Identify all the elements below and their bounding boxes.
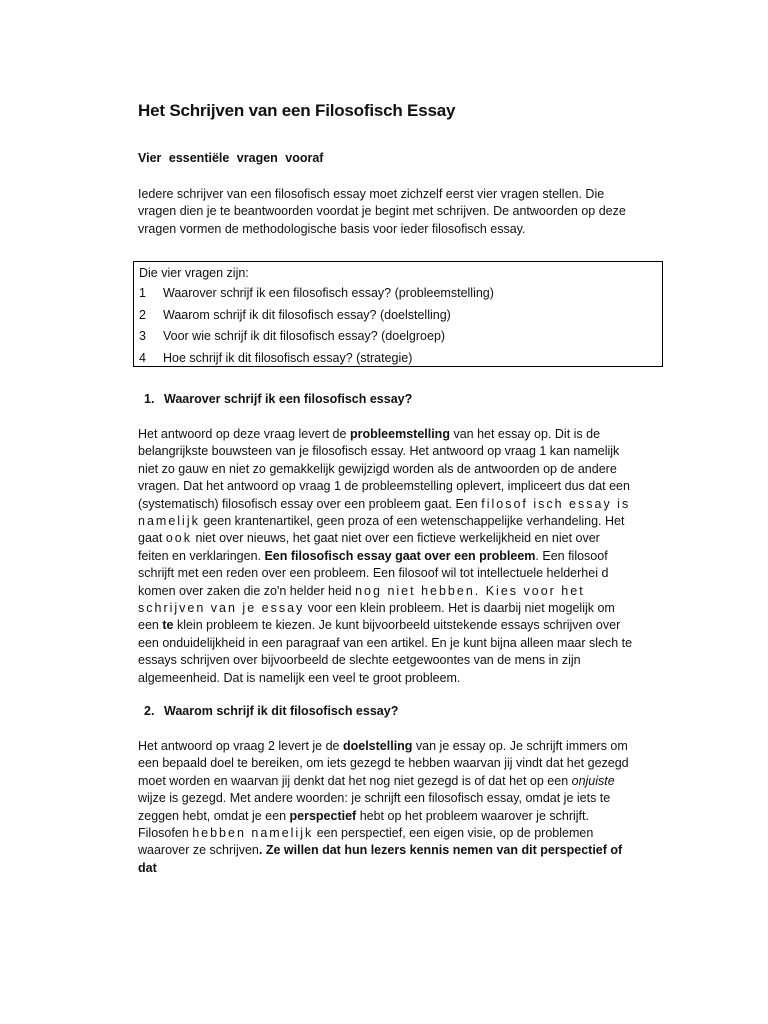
section-heading-text: Waarover schrijf ik een filosofisch essay? (164, 392, 413, 406)
intro-paragraph: Iedere schrijver van een filosofisch essay moet zichzelf eerst vier vragen stellen. Die vragen dien je te beantwoorden voordat je begint met schrijven. De antwoorden op deze vragen vormen de methodologische basis voor ieder filosofisch essay. (138, 187, 626, 236)
bold-term: te (162, 618, 174, 633)
italic-term: onjuiste (571, 773, 615, 788)
text-run: niet over nieuws, het gaat niet over een fictieve werkelijkheid en niet over feiten en verklaringen. (138, 531, 600, 563)
question-number: 2 (139, 307, 146, 322)
bold-term: . Ze willen dat hun lezers kennis nemen van dit perspectief of dat (138, 843, 623, 875)
text-run: voor een klein probleem. Het is daarbij niet mogelijk om een (138, 601, 615, 633)
bold-term: probleemstelling (349, 427, 450, 441)
subtitle: Vier essentiële vragen vooraf (138, 151, 324, 165)
document-title: Het Schrijven van een Filosofisch Essay (138, 101, 456, 120)
text-run: geen krantenartikel, geen proza of een wetenschappelijke verhandeling. Het gaat (138, 514, 625, 546)
question-item (139, 348, 662, 370)
questions-box-heading: Die vier vragen zijn: (139, 266, 249, 280)
spaced-text: filosof isch essay is namelijk (138, 496, 631, 529)
section-1-paragraph (138, 426, 633, 687)
text-run: hebt op het probleem waarover je schrijft. Filosofen (138, 808, 589, 841)
text-run: klein probleem te kiezen. Je kunt bijvoorbeeld uitstekende essays schrijven over een onduidelijkheid in een paragraaf van een artikel. En je kunt bijna alleen maar slech te essays schrijven over bijvoorbeeld de slechte eetgewoontes van de mens in zijn algemeenheid. Dat is namelijk een veel te groot probleem. (138, 618, 633, 685)
section-number: 2. (144, 704, 155, 718)
section-number: 1. (144, 392, 155, 406)
text-run: van het essay op. Dit is de belangrijkste bouwsteen van je filosofisch essay. Het antwoord op vraag 1 kan namelijk niet zo gauw en niet zo gemakkelijk gewijzigd worden als de antwoorden op de andere vragen. Dat het antwoord op vraag 1 de probleemstelling oplevert, impliceert dus dat een (systematisch) filosofisch essay over een probleem gaat. Een (138, 427, 630, 511)
question-text: Waarover schrijf ik een filosofisch essay? (probleemstelling) (163, 286, 494, 300)
spaced-text: hebben namelijk (192, 826, 314, 841)
section-2-paragraph (138, 738, 633, 877)
text-run: Het antwoord op vraag 2 levert je de (138, 739, 343, 753)
question-number: 3 (139, 329, 146, 344)
question-number: 1 (139, 286, 146, 300)
question-text: Voor wie schrijf ik dit filosofisch essay? (doelgroep) (163, 329, 446, 344)
question-item (139, 305, 662, 327)
question-item (139, 283, 662, 305)
text-run: van je essay op. Je schrijft immers om een bepaald doel te bereiken, om iets gezegd te hebben waarvan jij vindt dat het gezegd moet worden en waarvan jij denkt dat het nog niet gezegd is of dat het op een (138, 739, 629, 788)
text-run: wijze is gezegd. Met andere woorden: je schrijft een filosofisch essay, omdat je iets te zeggen hebt, omdat je een (138, 791, 611, 823)
text-run: . Een filosoof schrijft met een reden over een probleem. Een filosoof wil tot intellectuele helderhei d komen over zaken die zo'n helder heid (138, 548, 609, 598)
bold-term: perspectief (289, 808, 357, 823)
question-item (139, 326, 662, 348)
section-heading-text: Waarom schrijf ik dit filosofisch essay? (164, 704, 399, 718)
text-run: Het antwoord op deze vraag levert de (138, 427, 350, 441)
question-text: Hoe schrijf ik dit filosofisch essay? (strategie) (163, 350, 413, 365)
question-number: 4 (139, 350, 146, 365)
bold-term: doelstelling (342, 739, 413, 753)
text-run: een perspectief, een eigen visie, op de problemen waarover ze schrijven (138, 826, 594, 858)
spaced-text: ook (165, 531, 192, 546)
section-1-heading (144, 392, 412, 406)
section-2-heading (144, 704, 398, 718)
questions-box (133, 261, 663, 367)
bold-term: Een filosofisch essay gaat over een probleem (264, 548, 536, 563)
question-text: Waarom schrijf ik dit filosofisch essay? (doelstelling) (163, 307, 451, 322)
spaced-text: nog niet hebben. Kies voor het schrijven van je essay (138, 583, 585, 616)
